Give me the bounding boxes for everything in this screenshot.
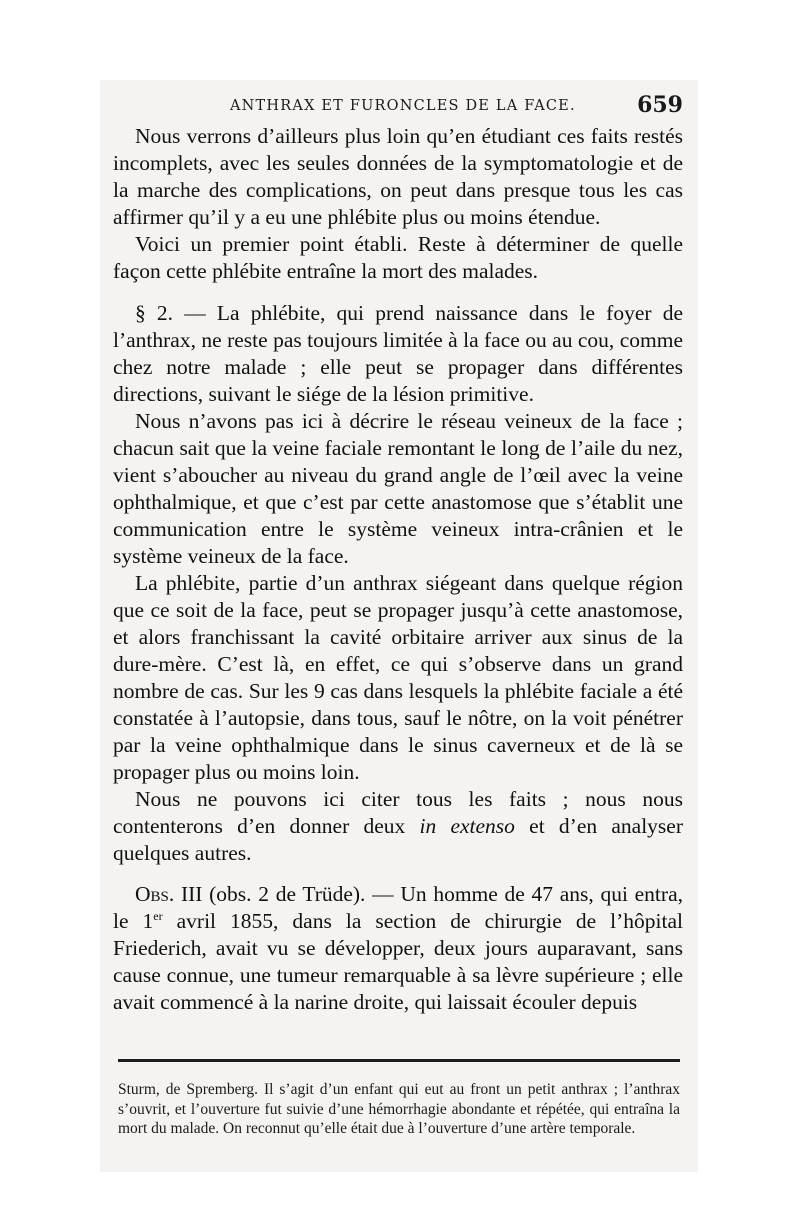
paragraph-1: Nous verrons d’ailleurs plus loin qu’en étudiant ces faits restés incomplets, avec les seules données de la symptomatologie et de la marche des complications, on peut dans presque tous les cas affirmer qu’il y a eu une phlébite plus ou moins étendue. [113, 124, 683, 229]
page-header [100, 92, 683, 124]
paragraph-2: Voici un premier point établi. Reste à déterminer de quelle façon cette phlébite entraîne la mort des malades. [113, 232, 683, 283]
paragraph-6-text-end: et d’en analyser quelques autres. [113, 814, 683, 865]
paragraph-5: La phlébite, partie d’un anthrax siégeant dans quelque région que ce soit de la face, peut se propager jusqu’à cette anastomose, et alors franchissant la cavité orbitaire arriver aux sinus de la dure-mère. C’est là, en effet, ce qui s’observe dans un grand nombre de cas. Sur les 9 cas dans lesquels la phlébite faciale a été constatée à l’autopsie, dans tous, sauf le nôtre, on la voit pénétrer par la veine ophthalmique dans le sinus caverneux et de là se propager plus ou moins loin. [113, 571, 683, 784]
body-text [113, 123, 683, 1016]
footnote: Sturm, de Spremberg. Il s’agit d’un enfant qui eut au front un petit anthrax ; l’anthrax s’ouvrit, et l’ouverture fut suivie d’une hémorrhagie abondante et répétée, qui entraîna la mort du malade. On reconnut qu’elle était due à l’ouverture d’une artère temporale. [118, 1081, 680, 1137]
paragraph-section-2: § 2. — La phlébite, qui prend naissance dans le foyer de l’anthrax, ne reste pas toujours limitée à la face ou au cou, comme chez notre malade ; elle peut se propager dans différentes directions, suivant le siége de la lésion primitive. [113, 301, 683, 406]
paragraph-6-text-start: Nous ne pouvons ici citer tous les faits ; nous nous contenterons d’en donner deux [113, 787, 683, 838]
italic-phrase: in extenso [419, 814, 515, 838]
paragraph-4: Nous n’avons pas ici à décrire le réseau veineux de la face ; chacun sait que la veine faciale remontant le long de l’aile du nez, vient s’aboucher au niveau du grand angle de l’œil avec la veine ophthalmique, et que c’est par cette anastomose que s’établit une communication entre le système veineux intra-crânien et le système veineux de la face. [113, 409, 683, 568]
page-number: 659 [637, 92, 683, 118]
observation-label: Obs. III [135, 882, 203, 906]
footnote-separator [118, 1059, 680, 1062]
observation-reference: (obs. 2 de Trüde). — Un homme de 47 ans, qui entra, le 1 [113, 882, 683, 933]
paragraph-6 [113, 786, 683, 867]
ordinal-superscript: er [153, 908, 163, 923]
running-head: ANTHRAX ET FURONCLES DE LA FACE. [230, 98, 576, 114]
observation-paragraph [113, 881, 683, 1016]
observation-text: avril 1855, dans la section de chirurgie de l’hôpital Friederich, avait vu se développer, deux jours auparavant, sans cause connue, une tumeur remarquable à sa lèvre supérieure ; elle avait commencé à la narine droite, qui laissait écouler depuis [113, 909, 683, 1014]
